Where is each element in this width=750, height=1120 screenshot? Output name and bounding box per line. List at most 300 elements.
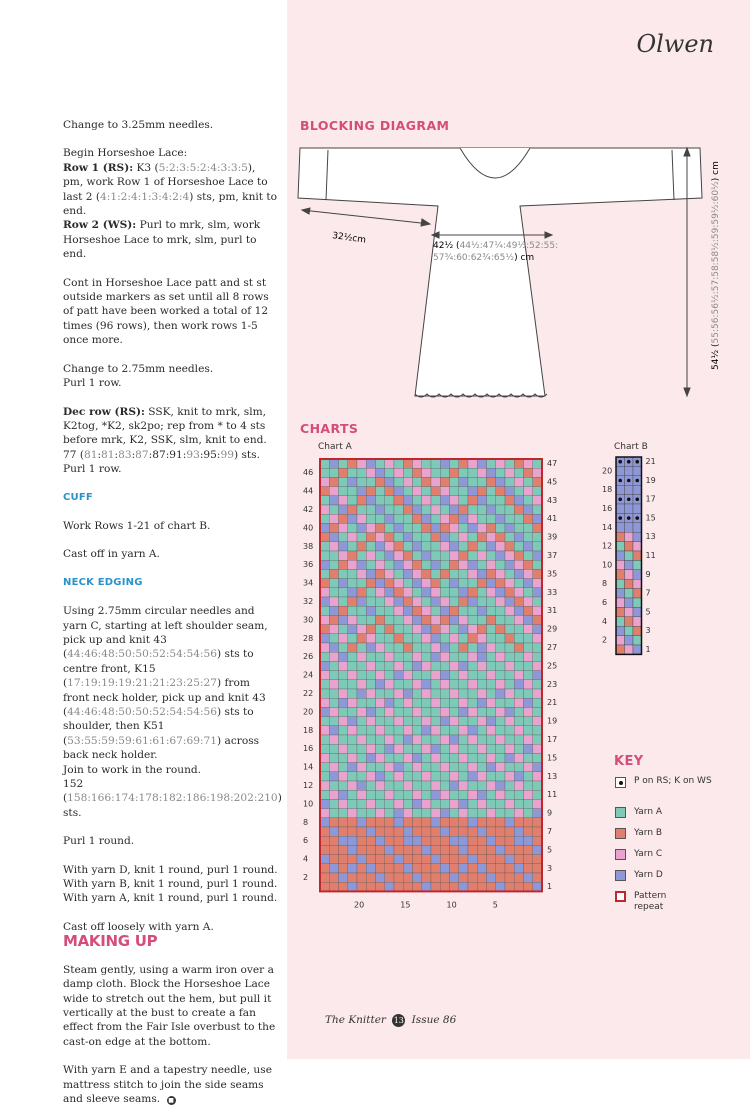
footer: The Knitter 13 Issue 86 [325,1014,457,1026]
chart-a-cell [440,505,449,514]
chart-a-cell [385,781,394,790]
chart-b-cell [616,504,625,513]
chart-a-cell [533,836,542,845]
chart-a-cell [422,799,431,808]
chart-a-cell [440,551,449,560]
chart-a-cell [329,625,338,634]
chart-a-cell [440,514,449,523]
chart-a-cell [348,717,357,726]
chart-a-cell [468,707,477,716]
size-value: 95 [203,448,217,461]
chart-a-cell [366,827,375,836]
chart-a-row-label: 38 [303,541,314,551]
chart-a-cell [514,726,523,735]
chart-a-cell [505,505,514,514]
chart-a-cell [459,855,468,864]
size-value: : [97,448,102,461]
chart-b-cell [625,645,634,654]
chart-a-cell [533,523,542,532]
chart-a-cell [431,799,440,808]
chart-a-cell [514,689,523,698]
chart-a-cell [487,597,496,606]
chart-a-cell [348,615,357,624]
chart-a-cell [524,809,533,818]
chart-a-cell [440,864,449,873]
chart-a-cell [348,864,357,873]
chart-a-cell [422,468,431,477]
chart-a-cell [496,689,505,698]
chart-a-cell [329,643,338,652]
chart-a-cell [514,753,523,762]
chart-a-cell [329,661,338,670]
chest-measure-label-1: 42½ (44½:47¼:49½:52:55: [433,241,559,251]
chart-a-cell [422,533,431,542]
chart-a-cell [339,643,348,652]
chart-a-cell [329,772,338,781]
chart-a-cell [524,845,533,854]
chart-b-cell [633,485,642,494]
chart-a-cell [431,763,440,772]
chart-a-cell [366,781,375,790]
chart-a-cell [320,569,329,578]
chart-a-cell [533,873,542,882]
chart-a-cell [450,836,459,845]
chart-b-row-label: 10 [602,560,613,570]
chart-a-cell [514,615,523,624]
chart-a-cell [329,836,338,845]
chart-a-cell [450,799,459,808]
chart-a-cell [533,781,542,790]
chart-a-col-label: 10 [446,900,457,910]
chart-a-cell [487,514,496,523]
chart-a-cell [366,698,375,707]
chart-a-cell [394,873,403,882]
yarn-d-swatch [615,870,626,881]
chart-a-cell [477,772,486,781]
chart-a-cell [376,569,385,578]
chart-a-cell [468,726,477,735]
chart-a-cell [468,514,477,523]
chart-a-cell [357,772,366,781]
chart-a-cell [339,763,348,772]
chart-a-cell [385,717,394,726]
chart-a-cell [440,717,449,726]
key-yarn-c-label: Yarn C [634,849,663,859]
chart-a-cell [357,818,366,827]
chart-a-cell [533,505,542,514]
chart-b-cell [616,485,625,494]
chart-a-cell [450,477,459,486]
chart-a-cell [487,569,496,578]
chart-a-cell [339,523,348,532]
purl-dot [627,479,631,483]
chart-a-cell [487,652,496,661]
chart-a-cell [496,882,505,891]
chart-a-cell [413,855,422,864]
chart-a-cell [329,597,338,606]
chart-a-cell [320,496,329,505]
chart-a-cell [431,836,440,845]
chart-a-row-label: 41 [547,514,558,524]
chart-a-cell [431,459,440,468]
chart-a-cell [440,735,449,744]
chart-a-cell [403,459,412,468]
chart-a-cell [514,542,523,551]
chart-a-cell [459,579,468,588]
chart-a-cell [320,606,329,615]
chart-a-cell [496,588,505,597]
chart-a-cell [514,569,523,578]
chart-a-cell [514,873,523,882]
chart-a-row-label: 27 [547,643,558,652]
chart-a-cell [403,523,412,532]
chart-a-cell [477,845,486,854]
chart-a-cell [431,671,440,680]
chart-a-cell [403,698,412,707]
chart-b-cell [625,579,634,588]
chart-a-cell [514,882,523,891]
chart-a-cell [385,855,394,864]
chart-a-cell [440,772,449,781]
chart-a-cell [366,836,375,845]
chart-a-cell [505,468,514,477]
chart-a-cell [357,671,366,680]
chart-a-cell [339,726,348,735]
chart-a-cell [514,505,523,514]
chart-a-cell [505,680,514,689]
chart-a-row-label: 28 [303,633,314,643]
chart-a-cell [403,560,412,569]
chart-a-cell [440,855,449,864]
chart-a-cell [505,588,514,597]
chart-a-cell [413,772,422,781]
chart-a-cell [440,827,449,836]
chart-b-row-label: 3 [645,626,651,636]
chart-a-cell [450,864,459,873]
chart-a-cell [320,542,329,551]
chart-a-cell [320,790,329,799]
chart-a-cell [477,615,486,624]
chart-a-cell [366,809,375,818]
chart-a-cell [339,606,348,615]
chart-a-cell [524,542,533,551]
size-value: : [131,448,136,461]
chart-a-cell [348,459,357,468]
chart-a-cell [339,468,348,477]
key-heading: KEY [614,754,644,769]
chart-a-cell [514,707,523,716]
chart-b-cell [633,560,642,569]
chart-a-cell [413,661,422,670]
chart-a-row-label: 32 [303,597,314,606]
chart-a-cell [450,772,459,781]
chart-a-cell [357,560,366,569]
chart-a-cell [348,523,357,532]
chart-b-cell [625,466,634,475]
chart-a-cell [431,809,440,818]
chart-a-cell [505,698,514,707]
chart-a-cell [376,533,385,542]
chart-a-cell [468,542,477,551]
chart-a-cell [403,625,412,634]
garment-outline [298,148,702,396]
chart-a-cell [459,459,468,468]
chart-a-col-label: 15 [400,900,411,910]
chart-a-cell [524,661,533,670]
chart-a-row-label: 35 [547,569,558,579]
chart-a-cell [339,735,348,744]
chart-a-cell [514,772,523,781]
chart-a-cell [385,744,394,753]
chart-a-cell [505,836,514,845]
chart-a-cell [422,597,431,606]
chart-a-cell [487,523,496,532]
chart-a-row-label: 7 [547,827,553,836]
chart-a-cell [394,523,403,532]
chart-a-cell [413,551,422,560]
chart-a-cell [468,827,477,836]
chart-a-cell [468,763,477,772]
chart-a-cell [468,477,477,486]
chart-a-cell [477,707,486,716]
para-cast-off: Cast off loosely with yarn A. [63,920,214,933]
key-yarn-b-label: Yarn B [634,828,663,838]
chart-a-cell [376,845,385,854]
chart-a-cell [496,661,505,670]
chart-a-cell [505,551,514,560]
chart-b-row-label: 9 [645,569,651,579]
chart-a-cell [320,707,329,716]
chart-a-cell [376,514,385,523]
chart-b-cell [633,598,642,607]
chart-a-cell [348,827,357,836]
chart-a-cell [348,763,357,772]
chart-a-cell [459,827,468,836]
chart-a-cell [468,735,477,744]
chart-a-cell [320,698,329,707]
chart-a-cell [413,790,422,799]
chart-a-cell [385,551,394,560]
chart-a-cell [459,707,468,716]
chart-a-cell [524,744,533,753]
chart-a-cell [422,459,431,468]
chart-a-cell [524,855,533,864]
chart-a-cell [533,606,542,615]
chart-a-cell [385,735,394,744]
chart-a-cell [440,652,449,661]
chart-a-cell [394,717,403,726]
chart-a-cell [459,643,468,652]
chart-a-cell [339,533,348,542]
chart-b-cell [616,532,625,541]
chart-a-cell [496,551,505,560]
chart-a-cell [450,459,459,468]
chart-a-cell [422,671,431,680]
chart-a-cell [376,680,385,689]
chart-a-cell [487,818,496,827]
chart-a-cell [348,845,357,854]
chart-a-cell [477,671,486,680]
chart-a-cell [524,735,533,744]
chart-a-cell [385,569,394,578]
chart-a-cell [329,477,338,486]
chart-a-cell [496,533,505,542]
chart-a-cell [357,726,366,735]
charts-heading: CHARTS [300,421,359,436]
chart-a-cell [376,864,385,873]
chart-a-cell [376,597,385,606]
chart-a-cell [524,579,533,588]
chart-a-cell [514,560,523,569]
chart-a-cell [376,643,385,652]
chart-a-cell [431,468,440,477]
chart-a-cell [496,698,505,707]
chart-a-cell [496,569,505,578]
chart-a-cell [533,864,542,873]
chart-a-cell [505,597,514,606]
chart-b-cell [616,617,625,626]
chart-a-cell [440,799,449,808]
chart-a-cell [339,579,348,588]
chart-a-cell [440,487,449,496]
chart-a-cell [376,671,385,680]
chart-a-cell [496,845,505,854]
chart-a-cell [505,707,514,716]
chart-a-cell [487,845,496,854]
chart-a-cell [450,873,459,882]
chart-a-cell [339,855,348,864]
chart-a-cell [394,855,403,864]
chart-a-cell [422,569,431,578]
chart-a-cell [505,533,514,542]
chart-a-cell [422,717,431,726]
chart-a-cell [339,864,348,873]
chart-a-cell [505,799,514,808]
chart-b-cell [633,589,642,598]
chart-a-cell [376,735,385,744]
chart-a-cell [339,799,348,808]
chart-a-cell [366,597,375,606]
chart-a-cell [348,689,357,698]
chart-a-cell [440,680,449,689]
chart-a-cell [403,652,412,661]
chart-a-row-label: 19 [547,716,558,726]
chart-b-cell [633,626,642,635]
chart-a-cell [477,468,486,477]
chart-a-cell [459,680,468,689]
chart-a-cell [339,882,348,891]
chart-a-cell [524,781,533,790]
chart-a-cell [450,487,459,496]
sleeve-arrow-left [302,208,310,214]
chart-b-cell [633,607,642,616]
size-value: : [216,448,221,461]
chart-a-cell [440,671,449,680]
chart-a-cell [403,689,412,698]
chart-a-cell [533,487,542,496]
chart-a-cell [468,845,477,854]
chart-a-cell [514,827,523,836]
chart-b-cell [616,607,625,616]
chart-a-cell [450,763,459,772]
chart-a-cell [366,496,375,505]
chart-a-cell [496,505,505,514]
chart-a-cell [320,652,329,661]
chart-a-cell [431,579,440,588]
chart-a-cell [357,735,366,744]
chart-a-cell [329,845,338,854]
chart-a-cell [403,487,412,496]
chart-a-cell [514,744,523,753]
chart-a-cell [440,809,449,818]
chart-a-cell [440,753,449,762]
chart-a-row-label: 20 [303,707,314,717]
chart-b-cell [616,645,625,654]
chart-a-row-label: 33 [547,587,558,597]
chart-a-cell [487,477,496,486]
chart-a-cell [477,551,486,560]
chart-a-cell [348,882,357,891]
chart-a-cell [477,790,486,799]
chart-a-cell [394,514,403,523]
chart-a-cell [524,505,533,514]
chart-b-cell [625,560,634,569]
chart-a-cell [413,744,422,753]
chart-a-row-label: 45 [547,477,558,487]
chart-a-cell [524,487,533,496]
chart-a-cell [320,836,329,845]
chart-a-cell [533,698,542,707]
chart-a-cell [505,809,514,818]
chart-a-cell [533,542,542,551]
chart-a-cell [320,551,329,560]
chart-a-cell [394,864,403,873]
chart-a-cell [459,864,468,873]
chart-a-cell [468,505,477,514]
chart-a-cell [440,597,449,606]
chart-b-cell [633,636,642,645]
chart-a-cell [450,588,459,597]
chart-a-cell [403,753,412,762]
chart-a-cell [468,459,477,468]
chart-a-cell [394,781,403,790]
chart-a-cell [450,569,459,578]
chart-a-cell [450,551,459,560]
purl-dot [635,498,639,502]
sleeve-measure-label: 32½cm [331,231,367,246]
chart-a-cell [533,809,542,818]
chart-a-cell [459,717,468,726]
chart-a-cell [376,477,385,486]
chart-a-cell [487,505,496,514]
chart-a-cell [376,781,385,790]
chart-a-cell [385,459,394,468]
chart-a-col-label: 20 [354,900,365,910]
chart-a-cell [524,799,533,808]
chart-a-cell [450,597,459,606]
chart-a-cell [348,680,357,689]
chart-a-cell [431,864,440,873]
chart-a-cell [403,643,412,652]
chart-a-cell [357,496,366,505]
chart-a-cell [339,671,348,680]
chart-a-cell [376,698,385,707]
chart-a-cell [524,717,533,726]
chart-a-cell [357,763,366,772]
chart-b-row-label: 4 [602,616,608,626]
chart-a-cell [422,864,431,873]
chart-a-cell [348,551,357,560]
